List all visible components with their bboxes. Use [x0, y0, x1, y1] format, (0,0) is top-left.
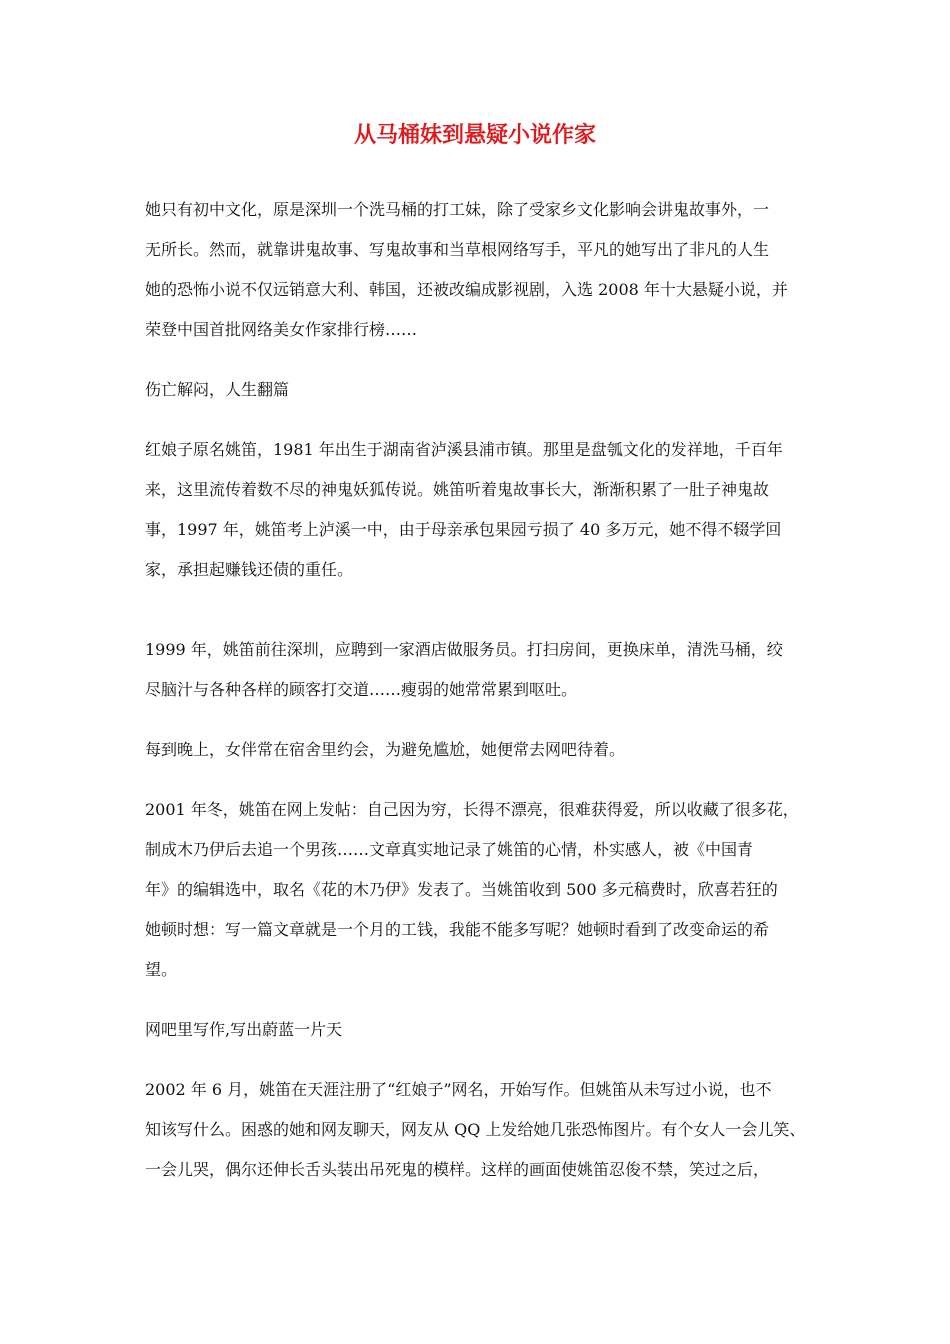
- paragraph-tianya: [145, 1070, 815, 1190]
- text-line: 2001 年冬，姚笛在网上发帖：自己因为穷，长得不漂亮，很难获得爱，所以收藏了很多花，: [145, 800, 799, 819]
- text-line: 伤亡解闷，人生翻篇: [145, 380, 290, 399]
- text-line: 来，这里流传着数不尽的神鬼妖狐传说。姚笛听着鬼故事长大，渐渐积累了一肚子神鬼故: [145, 480, 770, 499]
- text-line: 知该写什么。困惑的她和网友聊天，网友从 QQ 上发给她几张恐怖图片。有个女人一会儿笑、: [145, 1120, 806, 1139]
- text-line: 家，承担起赚钱还债的重任。: [145, 560, 354, 579]
- paragraph-shenzhen: [145, 630, 815, 710]
- text-line: 1999 年，姚笛前往深圳，应聘到一家酒店做服务员。打扫房间，更换床单，清洗马桶，绞: [145, 640, 783, 659]
- section-heading-1: [145, 370, 815, 410]
- section-heading-2: [145, 1010, 815, 1050]
- paragraph-first-post: [145, 790, 815, 990]
- text-line: 一会儿哭，偶尔还伸长舌头装出吊死鬼的模样。这样的画面使姚笛忍俊不禁，笑过之后，: [145, 1160, 770, 1179]
- document-body: [145, 190, 815, 1190]
- paragraph-background: [145, 430, 815, 590]
- text-line: 她的恐怖小说不仅远销意大利、韩国，还被改编成影视剧，入选 2008 年十大悬疑小说，并: [145, 280, 788, 299]
- text-line: 每到晚上，女伴常在宿舍里约会，为避免尴尬，她便常去网吧待着。: [145, 740, 626, 759]
- text-line: 2002 年 6 月，姚笛在天涯注册了“红娘子”网名，开始写作。但姚笛从未写过小说，也不: [145, 1080, 772, 1099]
- text-line: 荣登中国首批网络美女作家排行榜……: [145, 320, 418, 339]
- text-line: 她顿时想：写一篇文章就是一个月的工钱，我能不能多写呢？她顿时看到了改变命运的希: [145, 920, 770, 939]
- text-line: 无所长。然而，就靠讲鬼故事、写鬼故事和当草根网络写手，平凡的她写出了非凡的人生: [145, 240, 770, 259]
- text-line: 事，1997 年，姚笛考上泸溪一中，由于母亲承包果园亏损了 40 多万元，她不得不辍学回: [145, 520, 782, 539]
- text-line: 制成木乃伊后去追一个男孩……文章真实地记录了姚笛的心情，朴实感人，被《中国青: [145, 840, 754, 859]
- paragraph-intro: [145, 190, 815, 350]
- paragraph-evenings: [145, 730, 815, 770]
- text-line: 年》的编辑选中，取名《花的木乃伊》发表了。当姚笛收到 500 多元稿费时，欣喜若狂的: [145, 880, 778, 899]
- text-line: 她只有初中文化，原是深圳一个洗马桶的打工妹，除了受家乡文化影响会讲鬼故事外，一: [145, 200, 770, 219]
- document-title: 从马桶妹到悬疑小说作家: [353, 123, 596, 148]
- text-line: 望。: [145, 960, 178, 979]
- text-line: 网吧里写作,写出蔚蓝一片天: [145, 1020, 343, 1039]
- text-line: 尽脑汁与各种各样的顾客打交道……瘦弱的她常常累到呕吐。: [145, 680, 578, 699]
- text-line: 红娘子原名姚笛，1981 年出生于湖南省泸溪县浦市镇。那里是盘瓠文化的发祥地，千百年: [145, 440, 783, 459]
